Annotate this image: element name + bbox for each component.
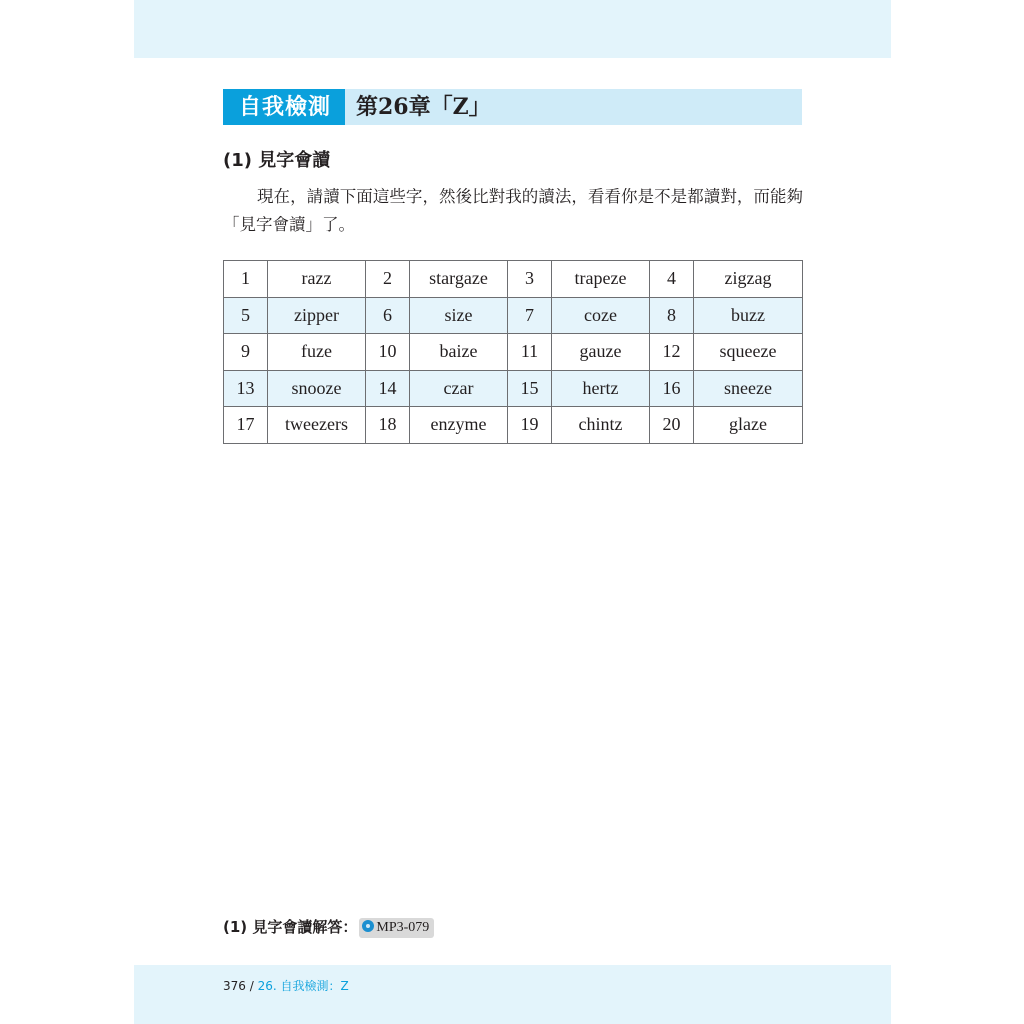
word-cell: enzyme — [410, 407, 508, 444]
word-number-cell: 7 — [508, 297, 552, 334]
audio-disc-icon — [362, 920, 374, 932]
word-number-cell: 8 — [650, 297, 694, 334]
word-cell: tweezers — [268, 407, 366, 444]
title-badge — [223, 89, 345, 125]
mp3-track-label: MP3-079 — [376, 919, 430, 935]
instruction-paragraph: 現在，請讀下面這些字，然後比對我的讀法，看看你是不是都讀對，而能夠「見字會讀」了。 — [223, 187, 803, 234]
word-cell: baize — [410, 334, 508, 371]
word-cell: gauze — [552, 334, 650, 371]
word-number-cell: 12 — [650, 334, 694, 371]
word-cell: hertz — [552, 370, 650, 407]
word-cell: chintz — [552, 407, 650, 444]
table-row — [224, 370, 803, 407]
table-row — [224, 407, 803, 444]
word-number-cell: 4 — [650, 261, 694, 298]
word-cell: glaze — [694, 407, 803, 444]
title-bar — [223, 89, 802, 125]
word-number-cell: 19 — [508, 407, 552, 444]
page-number: 376 / — [223, 979, 254, 993]
word-table — [223, 260, 803, 444]
footer-chapter-ref: 26. 自我檢測：Z — [257, 979, 349, 993]
word-cell: zigzag — [694, 261, 803, 298]
word-cell: squeeze — [694, 334, 803, 371]
word-number-cell: 18 — [366, 407, 410, 444]
table-row — [224, 334, 803, 371]
word-number-cell: 15 — [508, 370, 552, 407]
word-number-cell: 6 — [366, 297, 410, 334]
word-cell: size — [410, 297, 508, 334]
word-cell: coze — [552, 297, 650, 334]
word-number-cell: 20 — [650, 407, 694, 444]
table-row — [224, 261, 803, 298]
word-number-cell: 1 — [224, 261, 268, 298]
top-band — [134, 0, 891, 58]
word-cell: czar — [410, 370, 508, 407]
word-cell: zipper — [268, 297, 366, 334]
word-number-cell: 10 — [366, 334, 410, 371]
word-number-cell: 5 — [224, 297, 268, 334]
word-cell: trapeze — [552, 261, 650, 298]
word-cell: snooze — [268, 370, 366, 407]
book-page — [134, 0, 891, 1024]
page-footer — [223, 976, 349, 996]
word-number-cell: 2 — [366, 261, 410, 298]
word-number-cell: 9 — [224, 334, 268, 371]
word-cell: fuze — [268, 334, 366, 371]
word-cell: buzz — [694, 297, 803, 334]
word-number-cell: 11 — [508, 334, 552, 371]
section-heading: (1) 見字會讀 — [223, 150, 331, 171]
answer-label: (1) 見字會讀解答： — [223, 918, 358, 936]
word-number-cell: 13 — [224, 370, 268, 407]
word-number-cell: 16 — [650, 370, 694, 407]
word-number-cell: 17 — [224, 407, 268, 444]
answer-line — [223, 914, 434, 940]
word-cell: sneeze — [694, 370, 803, 407]
mp3-track-button[interactable] — [359, 918, 434, 938]
word-cell: razz — [268, 261, 366, 298]
word-number-cell: 14 — [366, 370, 410, 407]
chapter-title: 第26章「Z」 — [356, 94, 491, 120]
word-number-cell: 3 — [508, 261, 552, 298]
word-cell: stargaze — [410, 261, 508, 298]
title-badge-text: 自我檢測 — [238, 94, 331, 120]
table-row — [224, 297, 803, 334]
